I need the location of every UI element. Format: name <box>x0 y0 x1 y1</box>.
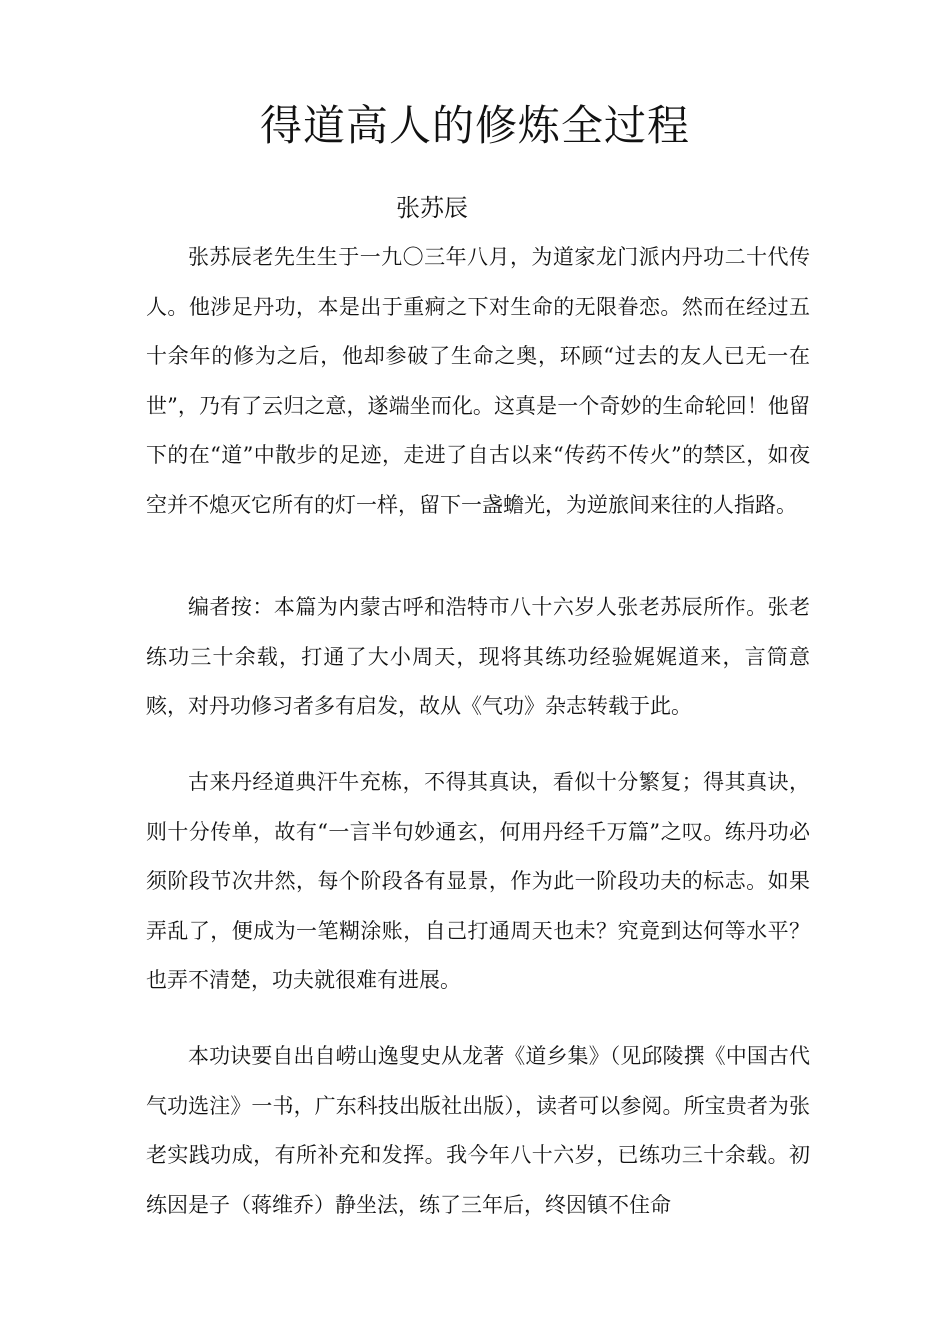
paragraph-editor-note: 编者按：本篇为内蒙古呼和浩特市八十六岁人张老苏辰所作。张老练功三十余载，打通了大小周天，现将其练功经验娓娓道来，言筒意赅，对丹功修习者多有启发，故从《气功》杂志转载于此。 <box>146 595 810 718</box>
paragraph-introduction: 古来丹经道典汗牛充栋，不得其真诀，看似十分繁复；得其真诀，则十分传单，故有“一言半句妙通玄，何用丹经千万篇”之叹。练丹功必须阶段节次井然，每个阶段各有显景，作为此一阶段功夫的标志。如果弄乱了，便成为一笔糊涂账，自己打通周天也未？究竟到达何等水平？也弄不清楚，功夫就很难有进展。 <box>146 770 810 992</box>
document-title: 得道高人的修炼全过程 <box>259 101 690 150</box>
author-name: 张苏辰 <box>396 194 468 222</box>
paragraph-biography: 张苏辰老先生生于一九〇三年八月，为道家龙门派内丹功二十代传人。他涉足丹功，本是出于重痾之下对生命的无限眷恋。然而在经过五十余年的修为之后，他却参破了生命之奥，环顾“过去的友人已无一在世”，乃有了云归之意，遂端坐而化。这真是一个奇妙的生命轮回！他留下的在“道”中散步的足迹，走进了自古以来“传药不传火”的禁区，如夜空并不熄灭它所有的灯一样，留下一盏蟾光，为逆旅间来往的人指路。 <box>146 245 810 517</box>
paragraph-source: 本功诀要自出自崂山逸叟史从龙著《道乡集》（见邱陵撰《中国古代气功选注》一书，广东科技出版社出版），读者可以参阅。所宝贵者为张老实践功成，有所补充和发挥。我今年八十六岁，已练功三十余载。初练因是子（蒋维乔）静坐法，练了三年后，终因镇不住命 <box>146 1044 810 1217</box>
